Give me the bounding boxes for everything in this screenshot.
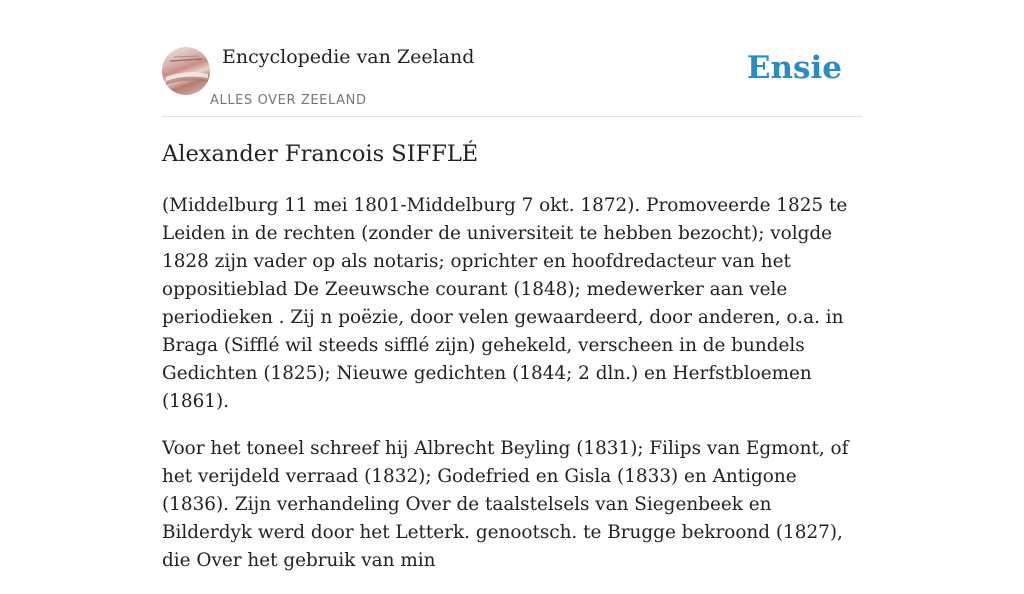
site-tagline: ALLES OVER ZEELAND (210, 93, 367, 108)
article (162, 138, 862, 594)
article-paragraph-2: Voor het toneel schreef hij Albrecht Beyling (1831); Filips van Egmont, of het verijdeld verraad (1832); Godefried en Gisla (1833) en Antigone (1836). Zijn verhandeling Over de taalstelsels van Siegenbeek en Bilderdyk werd door het Letterk. genootsch. te Brugge bekroond (1827), die Over het gebruik van min (162, 438, 849, 571)
site-header (162, 44, 862, 117)
site-title[interactable]: Encyclopedie van Zeeland (222, 46, 475, 68)
encyclopedia-logo-icon[interactable] (162, 47, 210, 95)
article-paragraph-1: (Middelburg 11 mei 1801-Middelburg 7 okt. 1872). Promoveerde 1825 te Leiden in de rechten (zonder de universiteit te hebben bezocht); volgde 1828 zijn vader op als notaris; oprichter en hoofdredacteur van het oppositieblad De Zeeuwsche courant (1848); medewerker aan vele periodieken . Zij n poëzie, door velen gewaardeerd, door anderen, o.a. in Braga (Sifflé wil steeds sifflé zijn) gehekeld, verscheen in de bundels Gedichten (1825); Nieuwe gedichten (1844; 2 dln.) en Herfstbloemen (1861). (162, 195, 848, 412)
article-title: Alexander Francois SIFFLÉ (162, 141, 479, 167)
ensie-brand-link[interactable]: Ensie (746, 50, 842, 86)
